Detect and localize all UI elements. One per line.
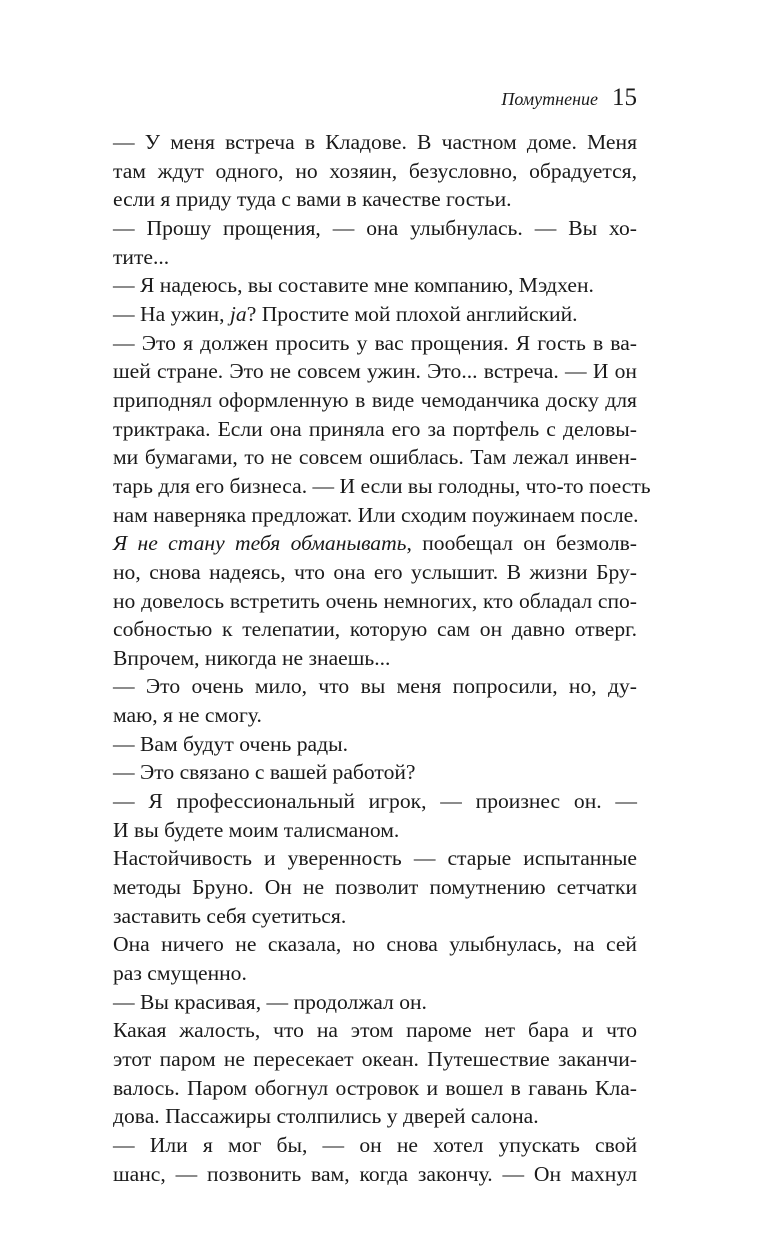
paragraph — [113, 128, 637, 214]
text-line — [113, 415, 637, 444]
line-text: шанс, — позвонить вам, когда закончу. — Он махнул — [113, 1161, 637, 1186]
line-text: Впрочем, никогда не знаешь... — [113, 645, 391, 670]
line-text: нам наверняка предложат. Или сходим поужинаем после. — [113, 502, 639, 527]
line-text: тите... — [113, 244, 170, 269]
text-line — [113, 844, 637, 873]
line-text: И вы будете моим талисманом. — [113, 817, 400, 842]
text-line — [113, 730, 637, 759]
line-text: раз смущенно. — [113, 961, 247, 986]
paragraph — [113, 730, 637, 759]
paragraph — [113, 672, 637, 729]
line-text: но, снова надеясь, что она его услышит. В жизни Бру- — [113, 559, 637, 584]
line-text: если я приду туда с вами в качестве гостьи. — [113, 187, 512, 212]
line-text: ? Простите мой плохой английский. — [246, 301, 578, 326]
text-line — [113, 529, 637, 558]
line-text: — Вам будут очень рады. — [113, 731, 349, 756]
text-line — [113, 472, 651, 501]
line-text: этот паром не пересекает океан. Путешествие заканчи- — [113, 1047, 637, 1071]
line-text: заставить себя суетиться. — [113, 903, 347, 928]
line-text: ми бумагами, то не совсем ошиблась. Там лежал инвен- — [113, 445, 637, 470]
paragraph — [113, 930, 637, 987]
text-line — [113, 243, 637, 272]
text-line — [113, 672, 637, 701]
text-line — [113, 357, 637, 386]
paragraph — [113, 844, 637, 930]
text-line — [113, 587, 637, 616]
line-text: собностью к телепатии, которую сам он давно отверг. — [113, 617, 637, 642]
paragraph — [113, 1016, 637, 1131]
line-text: Настойчивость и уверенность — старые испытанные — [113, 846, 637, 871]
text-line — [113, 959, 637, 988]
text-line — [113, 1102, 637, 1131]
line-text: там ждут одного, но хозяин, безусловно, обрадуется, — [113, 158, 637, 183]
text-line — [113, 329, 637, 358]
text-line — [113, 501, 637, 530]
line-text: дова. Пассажиры столпились у дверей салона. — [113, 1104, 539, 1129]
text-line — [113, 271, 637, 300]
paragraph — [113, 529, 637, 672]
text-line — [113, 816, 637, 845]
text-line — [113, 902, 637, 931]
line-text: — Это связано с вашей работой? — [113, 760, 416, 785]
text-line — [113, 1131, 637, 1160]
line-text: — Это я должен просить у вас прощения. Я гость в ва- — [113, 330, 637, 355]
line-text: маю, я не смогу. — [113, 703, 262, 728]
text-line — [113, 1045, 637, 1074]
line-text: — Или я мог бы, — он не хотел упускать свой — [113, 1132, 637, 1157]
line-text: — Это очень мило, что вы меня попросили, но, ду- — [113, 674, 637, 699]
text-line — [113, 185, 637, 214]
line-text: но довелось встретить очень немногих, кто обладал спо- — [113, 588, 637, 613]
line-text: — Прошу прощения, — она улыбнулась. — Вы хо- — [113, 215, 637, 240]
line-text: Она ничего не сказала, но снова улыбнулась, на сей — [113, 932, 637, 957]
line-text: шей стране. Это не совсем ужин. Это... встреча. — И он — [113, 359, 637, 384]
text-line — [113, 787, 637, 816]
paragraph — [113, 1131, 637, 1188]
line-text: триктрака. Если она приняла его за портфель с деловы- — [113, 416, 637, 441]
text-line — [113, 443, 637, 472]
text-line — [113, 644, 637, 673]
text-line — [113, 758, 637, 787]
italic-text: Я не стану тебя обманывать — [113, 531, 407, 556]
paragraph — [113, 329, 651, 530]
paragraph — [113, 300, 637, 329]
italic-text: ja — [229, 301, 247, 326]
text-line — [113, 1160, 637, 1189]
paragraph — [113, 271, 637, 300]
text-line — [113, 1016, 637, 1045]
line-text: , пообещал он безмолв- — [406, 531, 637, 556]
text-line — [113, 214, 637, 243]
line-text: приподнял оформленную в виде чемоданчика доску для — [113, 387, 637, 412]
text-line — [113, 1074, 637, 1103]
line-text: — У меня встреча в Кладове. В частном доме. Меня — [113, 130, 637, 154]
body-text — [113, 128, 651, 1188]
line-text: — Я надеюсь, вы составите мне компанию, Мэдхен. — [113, 273, 594, 298]
line-text: Какая жалость, что на этом пароме нет бара и что — [113, 1018, 637, 1043]
text-line — [113, 930, 637, 959]
paragraph — [113, 787, 637, 844]
line-text: методы Бруно. Он не позволит помутнению сетчатки — [113, 875, 637, 900]
line-text: — Вы красивая, — продолжал он. — [113, 989, 427, 1014]
line-text: — На ужин, — [113, 301, 230, 326]
text-line — [113, 558, 637, 587]
text-line — [113, 157, 637, 186]
running-title: Помутнение — [501, 89, 598, 109]
line-text: валось. Паром обогнул островок и вошел в гавань Кла- — [113, 1075, 637, 1100]
page-header — [501, 84, 637, 112]
line-text: тарь для его бизнеса. — И если вы голодны, что-то поесть — [113, 473, 651, 498]
text-line — [113, 300, 637, 329]
text-line — [113, 615, 637, 644]
text-line — [113, 988, 637, 1017]
text-line — [113, 128, 637, 157]
paragraph — [113, 214, 637, 271]
text-line — [113, 701, 637, 730]
text-line — [113, 873, 637, 902]
paragraph — [113, 988, 637, 1017]
line-text: — Я профессиональный игрок, — произнес он. — — [113, 789, 637, 814]
paragraph — [113, 758, 637, 787]
page-number: 15 — [612, 84, 637, 111]
text-line — [113, 386, 637, 415]
